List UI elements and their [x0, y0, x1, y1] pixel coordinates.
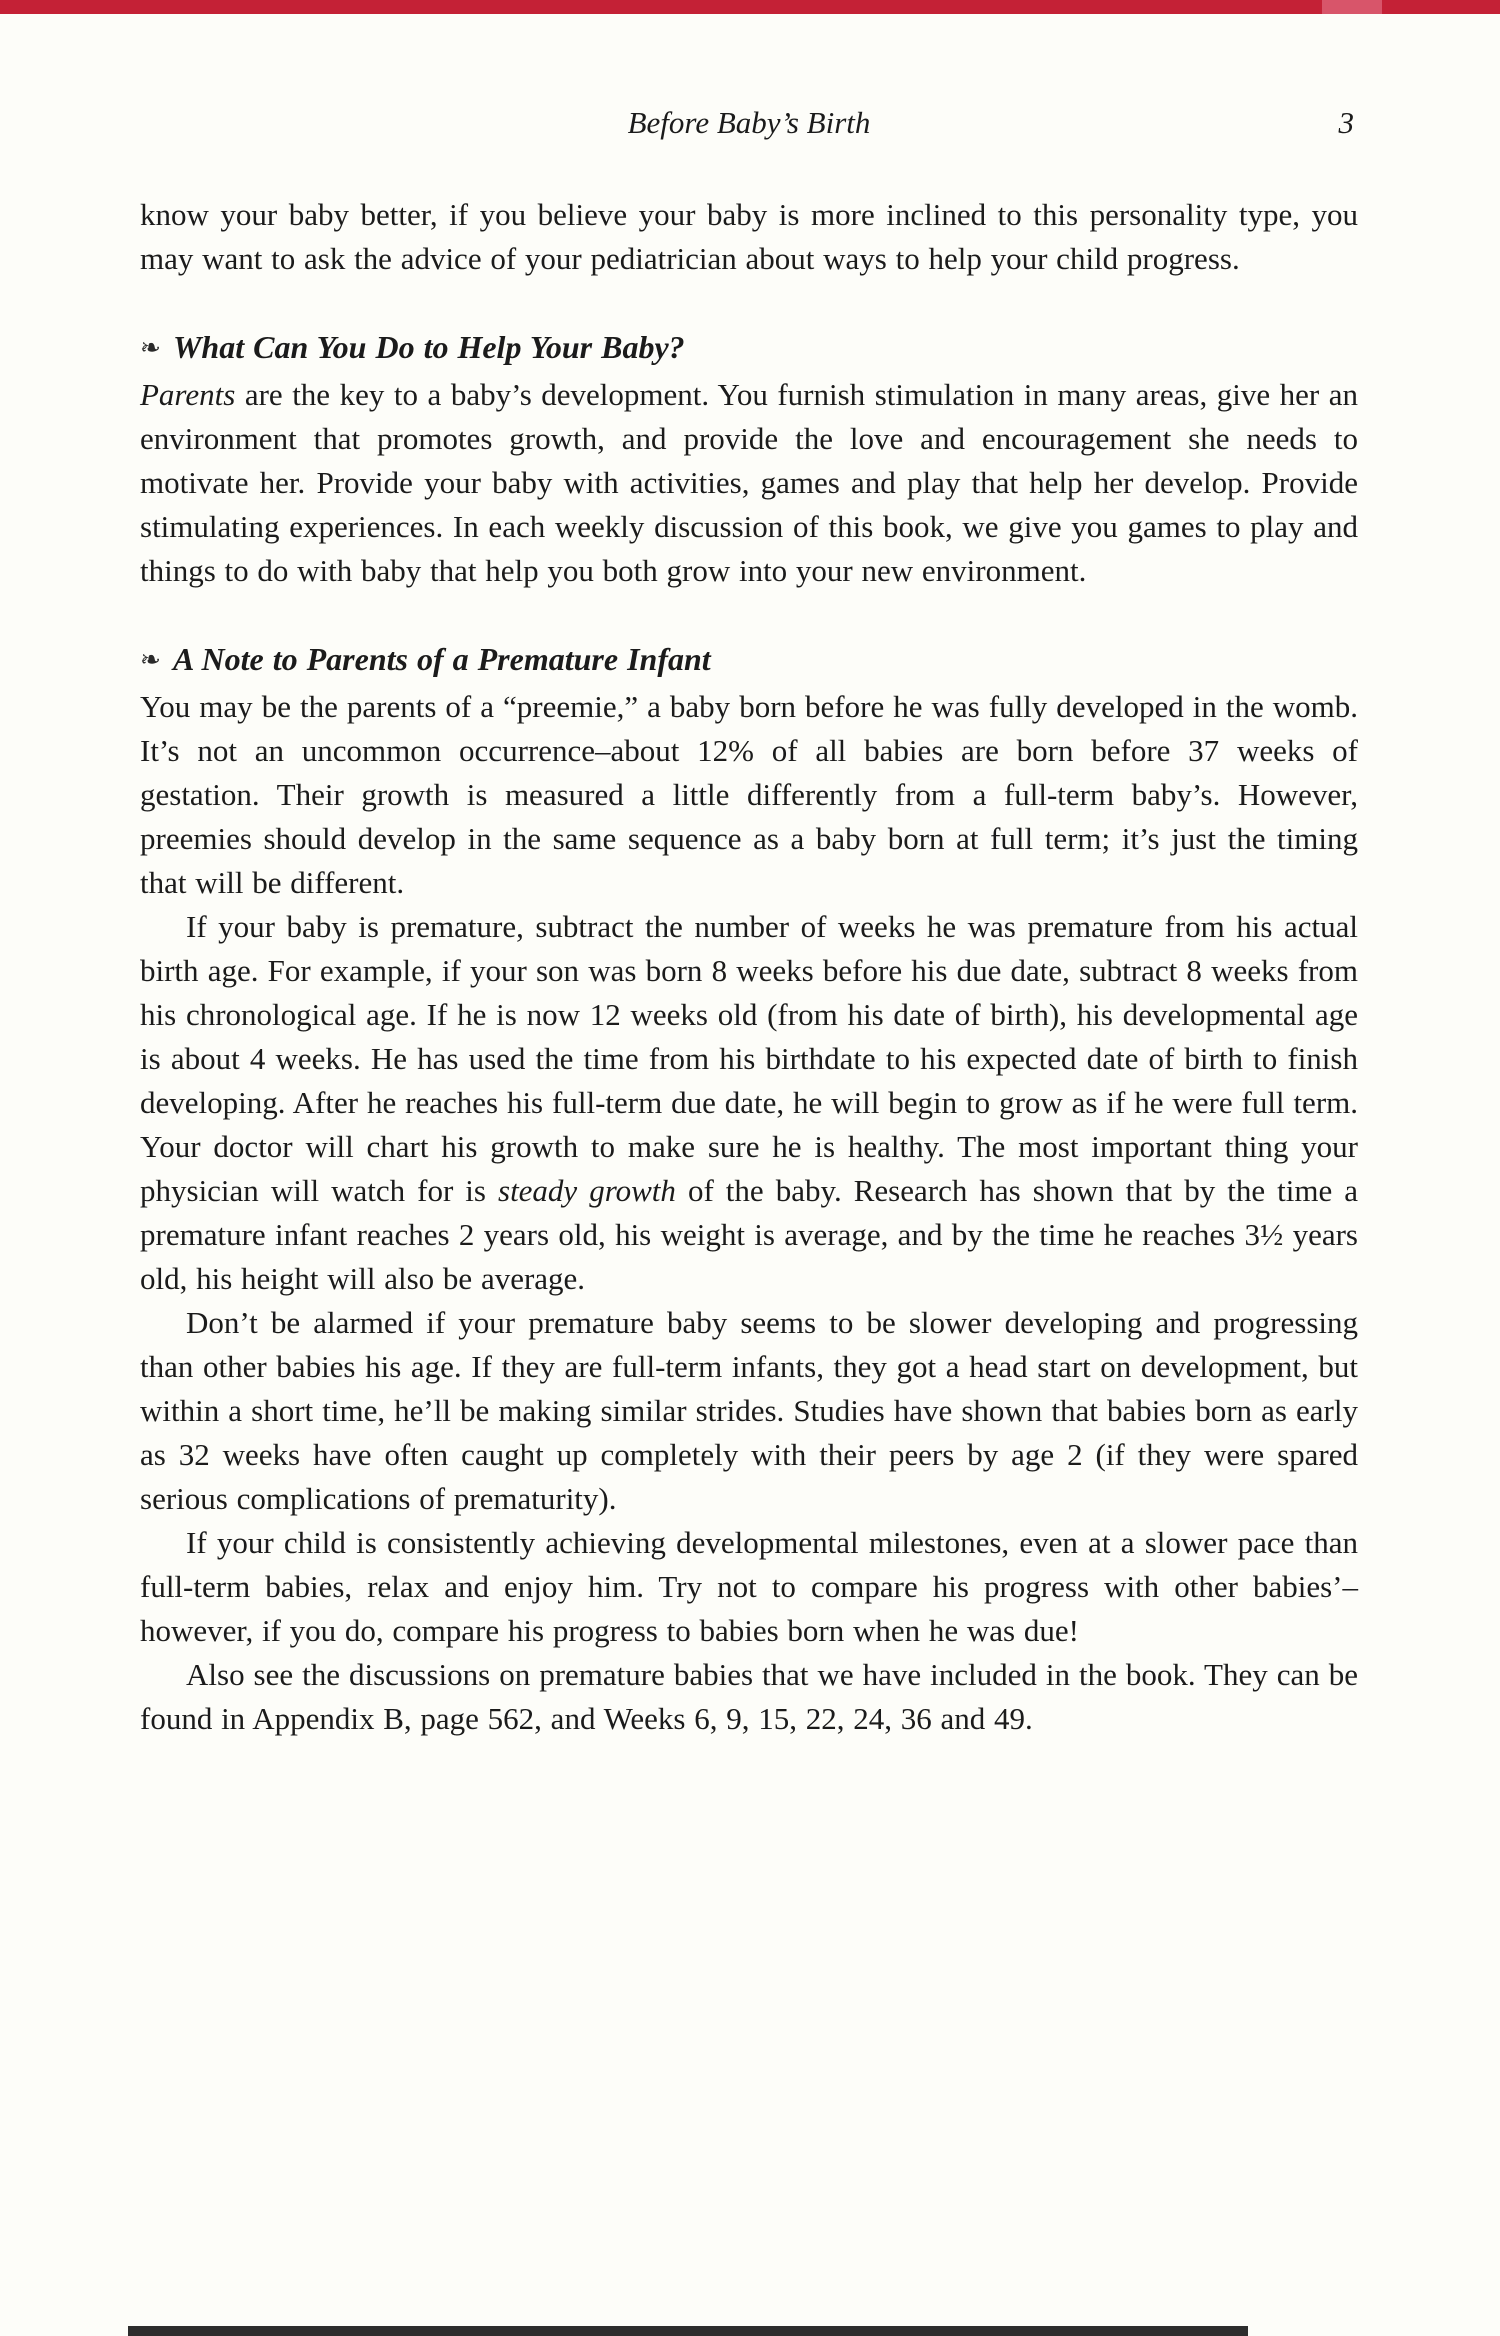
- running-head-title: Before Baby’s Birth: [627, 105, 871, 140]
- heading-text: What Can You Do to Help Your Baby?: [172, 329, 685, 365]
- bottom-edge-decoration: [128, 2326, 1248, 2336]
- page-number: 3: [1338, 105, 1354, 140]
- paragraph-body-text: are the key to a baby’s development. You furnish stimulation in many areas, give her an environment that promotes growth, and provide the love and encouragement she needs to motivate her. Provide your baby with activities, games and play that help her develop. Provide stimulating experiences. In each weekly discussion of this book, we give you games to play and things to do with baby that help you both grow into your new environment.: [140, 377, 1358, 588]
- page-header: [140, 103, 1358, 143]
- paragraph-dont-be-alarmed: Don’t be alarmed if your premature baby seems to be slower developing and progressing than other babies his age. If they are full-term infants, they got a head start on development, but within a short time, he’ll be making similar strides. Studies have shown that babies born as early as 32 weeks have often caught up completely with their peers by age 2 (if they were spared serious complications of prematurity).: [140, 1305, 1358, 1516]
- ornament-icon: ❧: [140, 335, 161, 362]
- italic-phrase-steady-growth: steady growth: [498, 1173, 676, 1208]
- paragraph-milestones: If your child is consistently achieving developmental milestones, even at a slower pace than full-term babies, relax and enjoy him. Try not to compare his progress with other babies’–however, if you do, compare his progress to babies born when he was due!: [140, 1525, 1358, 1648]
- section-heading-premature-infant: [140, 637, 1358, 685]
- top-edge-decoration-notch: [1322, 0, 1382, 14]
- heading-text: A Note to Parents of a Premature Infant: [172, 641, 711, 677]
- paragraph-also-see: Also see the discussions on premature babies that we have included in the book. They can be found in Appendix B, page 562, and Weeks 6, 9, 15, 22, 24, 36 and 49.: [140, 1657, 1358, 1736]
- top-edge-decoration: [0, 0, 1500, 14]
- italic-lead-word: Parents: [140, 377, 236, 412]
- ornament-icon: ❧: [140, 647, 161, 674]
- paragraph-intro-continuation: know your baby better, if you believe your baby is more inclined to this personality type, you may want to ask the advice of your pediatrician about ways to help your child progress.: [140, 197, 1358, 276]
- paragraph-body-text: of the baby. Research has shown that by the time a premature infant reaches 2 years old, his weight is average, and by the time he reaches 3½ years old, his height will also be average.: [140, 1173, 1358, 1296]
- page-content: [140, 193, 1358, 1741]
- paragraph-parents-are-key: [140, 373, 1358, 593]
- paragraph-preemie-intro: You may be the parents of a “preemie,” a baby born before he was fully developed in the womb. It’s not an uncommon occurrence–about 12% of all babies are born before 37 weeks of gestation. Their growth is measured a little differently from a full-term baby’s. However, preemies should develop in the same sequence as a baby born at full term; it’s just the timing that will be different.: [140, 689, 1358, 900]
- paragraph-subtract-weeks: [140, 905, 1358, 1301]
- section-heading-help-your-baby: [140, 325, 1358, 373]
- paragraph-body-text: If your baby is premature, subtract the number of weeks he was premature from his actual birth age. For example, if your son was born 8 weeks before his due date, subtract 8 weeks from his chronological age. If he is now 12 weeks old (from his date of birth), his developmental age is about 4 weeks. He has used the time from his birthdate to his expected date of birth to finish developing. After he reaches his full-term due date, he will begin to grow as if he were full term. Your doctor will chart his growth to make sure he is healthy. The most important thing your physician will watch for is: [140, 909, 1358, 1208]
